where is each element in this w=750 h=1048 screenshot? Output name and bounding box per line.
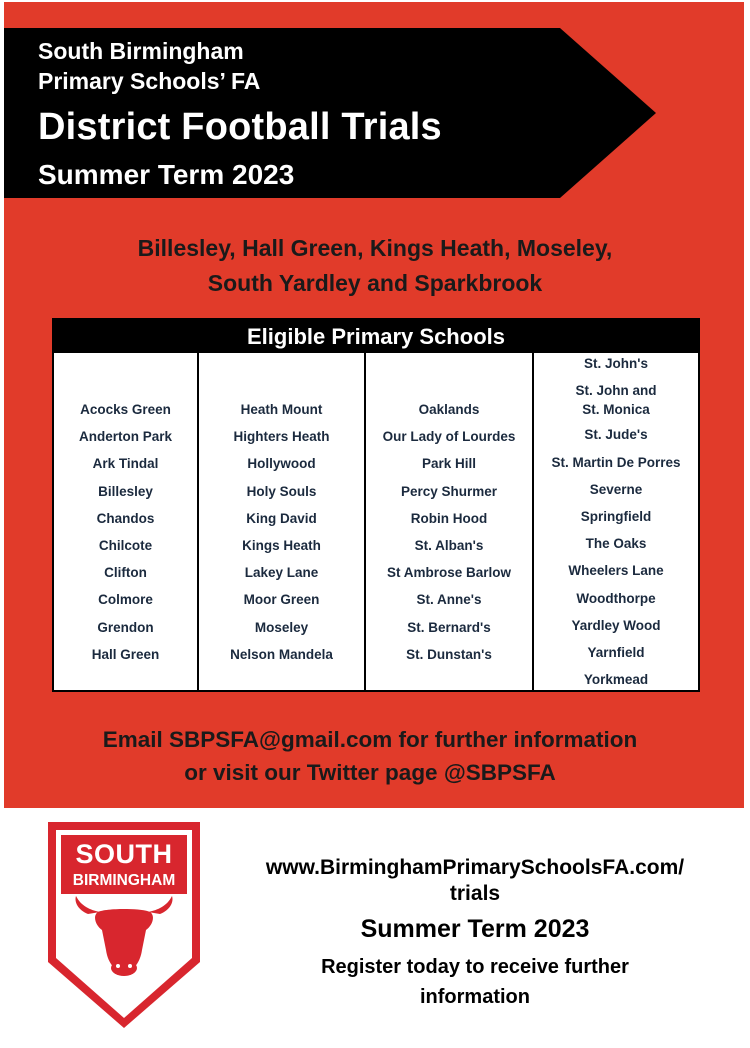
areas-list <box>0 231 750 301</box>
logo-text-birmingham: BIRMINGHAM <box>72 872 176 889</box>
school-name: St. Jude's <box>584 427 648 443</box>
school-name: Robin Hood <box>410 510 488 526</box>
school-name: Wheelers Lane <box>568 563 664 579</box>
areas-line-2: South Yardley and Sparkbrook <box>207 270 543 296</box>
school-name: Yardley Wood <box>571 617 661 633</box>
school-column-3 <box>366 353 534 690</box>
school-name: Moseley <box>254 619 309 635</box>
footer-term: Summer Term 2023 <box>360 915 590 943</box>
school-name: St. Bernard's <box>407 619 491 635</box>
school-name: Oaklands <box>418 402 480 417</box>
school-name: Grendon <box>97 619 154 635</box>
term-subtitle: Summer Term 2023 <box>38 159 295 190</box>
school-name: Chandos <box>96 510 155 526</box>
school-name: Moor Green <box>243 592 320 608</box>
school-name: Percy Shurmer <box>400 483 498 499</box>
school-name: St. John's <box>584 356 648 371</box>
school-name: Ark Tindal <box>92 456 159 472</box>
school-name: Chilcote <box>98 538 153 553</box>
contact-twitter-line: or visit our Twitter page @SBPSFA <box>184 760 556 785</box>
school-name: Severne <box>589 481 643 497</box>
school-name: St. John and St. Monica <box>575 383 657 418</box>
website-url[interactable] <box>225 855 725 907</box>
school-name: Springfield <box>580 509 652 524</box>
school-name: Anderton Park <box>78 429 173 445</box>
school-name: Clifton <box>104 565 147 581</box>
school-name: The Oaks <box>585 536 647 552</box>
school-name: Yorkmead <box>583 672 649 688</box>
school-name: Colmore <box>98 592 153 608</box>
school-name: Yarnfield <box>587 645 645 660</box>
school-name: Hollywood <box>247 456 316 472</box>
areas-line-1: Billesley, Hall Green, Kings Heath, Moseley, <box>137 235 613 261</box>
school-name: St Ambrose Barlow <box>386 565 512 581</box>
south-birmingham-logo <box>48 822 200 1028</box>
page-title: District Football Trials <box>38 106 442 148</box>
register-line-2: information <box>420 986 530 1008</box>
school-name: St. Martin De Porres <box>551 454 681 470</box>
school-name: Our Lady of Lourdes <box>382 429 516 445</box>
school-column-4 <box>534 353 698 690</box>
school-name: Acocks Green <box>80 402 171 417</box>
register-line-1: Register today to receive further <box>321 956 629 978</box>
school-name: Holy Souls <box>246 483 317 499</box>
school-column-2 <box>199 353 366 690</box>
url-line-2[interactable]: trials <box>449 882 501 905</box>
table-columns <box>54 353 698 690</box>
school-name: Billesley <box>98 483 153 499</box>
title-banner <box>4 28 656 198</box>
url-line-1[interactable]: www.BirminghamPrimarySchoolsFA.com/ <box>265 856 685 879</box>
school-name: St. Anne's <box>416 592 482 608</box>
school-name: Highters Heath <box>233 429 330 445</box>
table-heading: Eligible Primary Schools <box>54 320 698 353</box>
contact-email-line: Email SBPSFA@gmail.com for further information <box>102 727 638 752</box>
school-column-1 <box>54 353 199 690</box>
school-name: Heath Mount <box>240 402 323 417</box>
school-name: King David <box>246 510 317 526</box>
school-name: St. Alban's <box>414 538 484 553</box>
school-name: Park Hill <box>421 456 477 472</box>
org-line-2: Primary Schools’ FA <box>38 68 261 94</box>
school-name: Nelson Mandela <box>230 646 333 662</box>
org-line-1: South Birmingham <box>38 38 244 64</box>
school-name: St. Dunstan's <box>406 646 492 662</box>
school-name: Kings Heath <box>242 538 321 553</box>
school-name: Woodthorpe <box>576 590 656 606</box>
register-text <box>225 952 725 1012</box>
school-name: Hall Green <box>91 646 160 662</box>
eligible-schools-table <box>52 318 700 692</box>
logo-text-south: SOUTH <box>75 839 173 869</box>
school-name: Lakey Lane <box>244 565 319 581</box>
contact-info <box>0 723 740 789</box>
